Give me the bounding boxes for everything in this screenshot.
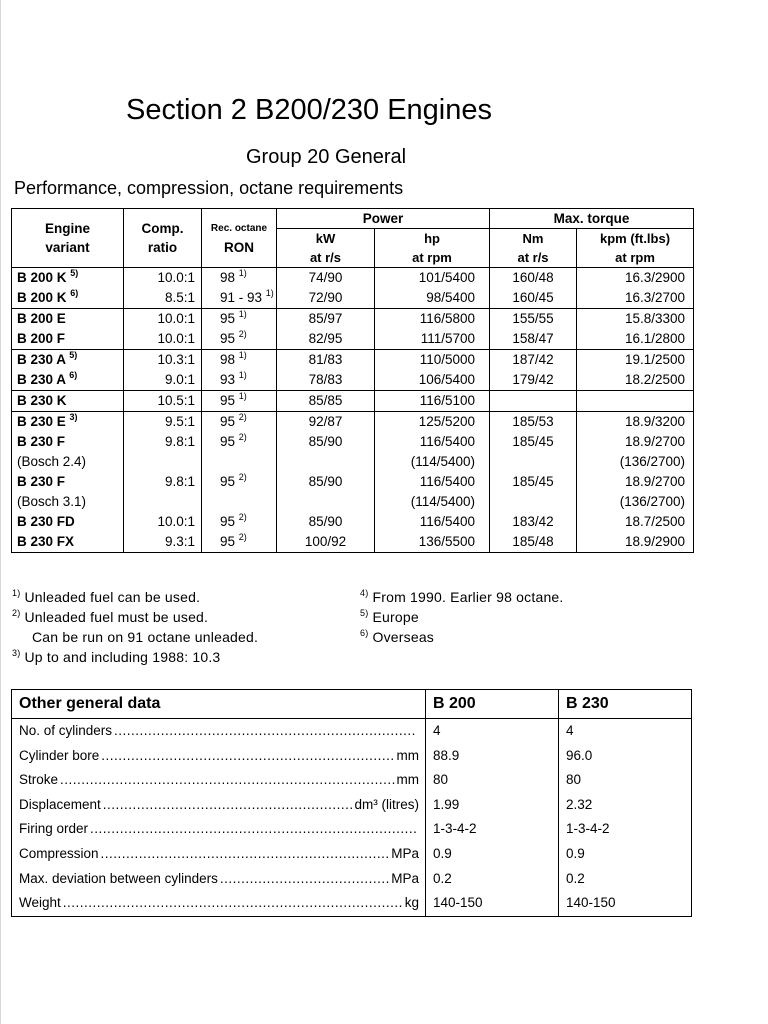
- nm-cell: 187/42: [490, 350, 577, 371]
- comp-ratio-cell: 10.0:1: [124, 512, 202, 532]
- footnote-6: $^{6)}$ Overseas: [360, 628, 435, 645]
- table-row: [12, 744, 692, 769]
- kw-cell: 92/87: [277, 412, 375, 433]
- footnote-2: $^{2)}$ Unleaded fuel must be used.: [12, 608, 209, 625]
- variant-footnote: 3): [69, 412, 78, 422]
- hp-cell: 116/5400: [375, 432, 490, 452]
- table-row: [12, 370, 694, 391]
- engine-variant-cell: B 200 K $^{5)}$: [12, 268, 124, 289]
- engine-variant-cell: B 230 K: [12, 391, 124, 412]
- octane-footnote: 2): [238, 329, 247, 339]
- kw-cell: 85/90: [277, 512, 375, 532]
- nm-cell: 183/42: [490, 512, 577, 532]
- page-edge: [0, 0, 1, 1024]
- nm-cell: 158/47: [490, 329, 577, 350]
- footnote-5: $^{5)}$ Europe: [360, 608, 419, 625]
- hp-cell: 101/5400: [375, 268, 490, 289]
- footnote-4: $^{4)}$ From 1990. Earlier 98 octane.: [360, 588, 564, 605]
- table-row: [12, 532, 694, 553]
- variant-footnote: 6): [69, 370, 78, 380]
- kw-cell: 81/83: [277, 350, 375, 371]
- octane-cell: 95 $^{2)}$: [202, 412, 277, 433]
- hp-cell: (114/5400): [375, 452, 490, 472]
- octane-cell: 95 $^{2)}$: [202, 532, 277, 553]
- kpm-cell: 18.9/2700: [577, 432, 694, 452]
- kpm-cell: (136/2700): [577, 492, 694, 512]
- b230-value-cell: 80: [559, 768, 692, 793]
- data-label-cell: Weight ..... kg: [12, 891, 426, 916]
- table-row: [12, 492, 694, 512]
- footnote-1: $^{1)}$ Unleaded fuel can be used.: [12, 588, 201, 605]
- hp-cell: 116/5800: [375, 309, 490, 330]
- b200-value-cell: 1-3-4-2: [426, 817, 559, 842]
- table-row: [12, 329, 694, 350]
- kpm-cell: 18.7/2500: [577, 512, 694, 532]
- comp-ratio-cell: 10.0:1: [124, 268, 202, 289]
- table-row: [12, 793, 692, 818]
- comp-ratio-cell: 10.0:1: [124, 309, 202, 330]
- comp-ratio-cell: 9.0:1: [124, 370, 202, 391]
- kw-cell: [277, 492, 375, 512]
- b230-value-cell: 0.2: [559, 867, 692, 892]
- table-row: [12, 817, 692, 842]
- performance-table: [11, 208, 694, 553]
- octane-cell: 95 $^{2)}$: [202, 512, 277, 532]
- engine-variant-cell: B 200 F: [12, 329, 124, 350]
- header-nm: Nm at r/s: [490, 229, 577, 268]
- header-engine-variant: Engine variant: [12, 209, 124, 268]
- hp-cell: 125/5200: [375, 412, 490, 433]
- nm-cell: [490, 391, 577, 412]
- b230-value-cell: 0.9: [559, 842, 692, 867]
- hp-cell: 116/5100: [375, 391, 490, 412]
- comp-ratio-cell: 9.3:1: [124, 532, 202, 553]
- b200-value-cell: 4: [426, 719, 559, 744]
- header-kw: kW at r/s: [277, 229, 375, 268]
- kw-cell: 85/90: [277, 432, 375, 452]
- table-row: [12, 452, 694, 472]
- engine-variant-cell: B 230 A $^{6)}$: [12, 370, 124, 391]
- comp-ratio-cell: 10.3:1: [124, 350, 202, 371]
- hp-cell: 116/5400: [375, 512, 490, 532]
- comp-ratio-cell: 10.5:1: [124, 391, 202, 412]
- b230-value-cell: 140-150: [559, 891, 692, 916]
- table-row: [12, 768, 692, 793]
- octane-cell: 95 $^{1)}$: [202, 309, 277, 330]
- nm-cell: 155/55: [490, 309, 577, 330]
- header-power: Power: [277, 209, 490, 229]
- octane-footnote: 1): [238, 350, 247, 360]
- octane-cell: 95 $^{2)}$: [202, 329, 277, 350]
- comp-ratio-cell: 9.8:1: [124, 472, 202, 492]
- page-title: Section 2 B200/230 Engines: [126, 94, 492, 126]
- kpm-cell: 18.9/2700: [577, 472, 694, 492]
- hp-cell: 106/5400: [375, 370, 490, 391]
- nm-cell: 185/53: [490, 412, 577, 433]
- octane-cell: 93 $^{1)}$: [202, 370, 277, 391]
- footnote-2-cont: Can be run on 91 octane unleaded.: [32, 629, 259, 645]
- octane-footnote: 1): [238, 309, 247, 319]
- data-label-cell: Max. deviation between cylinders ..... MPa: [12, 867, 426, 892]
- kpm-cell: 18.9/2900: [577, 532, 694, 553]
- engine-variant-cell: B 200 K $^{6)}$: [12, 288, 124, 309]
- header-b230: B 230: [559, 690, 692, 719]
- hp-cell: 136/5500: [375, 532, 490, 553]
- hp-cell: 110/5000: [375, 350, 490, 371]
- octane-footnote: 2): [238, 432, 247, 442]
- table-row: [12, 432, 694, 452]
- nm-cell: 160/48: [490, 268, 577, 289]
- octane-cell: 98 $^{1)}$: [202, 268, 277, 289]
- data-label-cell: Firing order .....: [12, 817, 426, 842]
- engine-variant-cell: B 230 FX: [12, 532, 124, 553]
- kw-cell: 82/95: [277, 329, 375, 350]
- variant-footnote: 5): [69, 350, 78, 360]
- b200-value-cell: 0.2: [426, 867, 559, 892]
- footnote-3: $^{3)}$ Up to and including 1988: 10.3: [12, 648, 221, 665]
- comp-ratio-cell: 10.0:1: [124, 329, 202, 350]
- octane-cell: [202, 452, 277, 472]
- kpm-cell: [577, 391, 694, 412]
- kw-cell: [277, 452, 375, 472]
- octane-cell: 91 - 93 $^{1)}$: [202, 288, 277, 309]
- engine-variant-cell: (Bosch 3.1): [12, 492, 124, 512]
- octane-footnote: 1): [265, 288, 274, 298]
- table-row: [12, 288, 694, 309]
- octane-cell: 95 $^{2)}$: [202, 432, 277, 452]
- kpm-cell: 16.3/2700: [577, 288, 694, 309]
- kw-cell: 85/97: [277, 309, 375, 330]
- engine-variant-cell: B 230 FD: [12, 512, 124, 532]
- kw-cell: 85/85: [277, 391, 375, 412]
- b230-value-cell: 4: [559, 719, 692, 744]
- octane-footnote: 1): [238, 370, 247, 380]
- table-row: [12, 842, 692, 867]
- octane-footnote: 2): [238, 532, 247, 542]
- variant-footnote: 5): [70, 268, 79, 278]
- kpm-cell: 19.1/2500: [577, 350, 694, 371]
- kpm-cell: 18.2/2500: [577, 370, 694, 391]
- data-label-cell: Cylinder bore ..... mm: [12, 744, 426, 769]
- nm-cell: [490, 452, 577, 472]
- header-hp: hp at rpm: [375, 229, 490, 268]
- octane-footnote: 2): [238, 412, 247, 422]
- octane-footnote: 2): [238, 472, 247, 482]
- nm-cell: 160/45: [490, 288, 577, 309]
- data-label-cell: Stroke ..... mm: [12, 768, 426, 793]
- nm-cell: 185/45: [490, 432, 577, 452]
- hp-cell: (114/5400): [375, 492, 490, 512]
- comp-ratio-cell: 9.5:1: [124, 412, 202, 433]
- variant-footnote: 6): [70, 288, 79, 298]
- section-heading: Performance, compression, octane requirements: [14, 178, 404, 198]
- data-label-cell: Displacement ..... dm³ (litres): [12, 793, 426, 818]
- nm-cell: [490, 492, 577, 512]
- octane-footnote: 1): [238, 391, 247, 401]
- table-row: [12, 309, 694, 330]
- hp-cell: 116/5400: [375, 472, 490, 492]
- octane-cell: 95 $^{2)}$: [202, 472, 277, 492]
- kpm-cell: 15.8/3300: [577, 309, 694, 330]
- kw-cell: 78/83: [277, 370, 375, 391]
- b200-value-cell: 0.9: [426, 842, 559, 867]
- table-row: [12, 350, 694, 371]
- octane-footnote: 2): [238, 512, 247, 522]
- comp-ratio-cell: 9.8:1: [124, 432, 202, 452]
- page-subtitle: Group 20 General: [246, 146, 407, 168]
- comp-ratio-cell: [124, 452, 202, 472]
- kpm-cell: 16.1/2800: [577, 329, 694, 350]
- engine-variant-cell: B 230 F: [12, 472, 124, 492]
- nm-cell: 185/48: [490, 532, 577, 553]
- b230-value-cell: 1-3-4-2: [559, 817, 692, 842]
- b200-value-cell: 140-150: [426, 891, 559, 916]
- table-row: [12, 412, 694, 433]
- b230-value-cell: 96.0: [559, 744, 692, 769]
- engine-variant-cell: (Bosch 2.4): [12, 452, 124, 472]
- comp-ratio-cell: [124, 492, 202, 512]
- header-comp-ratio: Comp. ratio: [124, 209, 202, 268]
- b230-value-cell: 2.32: [559, 793, 692, 818]
- kpm-cell: (136/2700): [577, 452, 694, 472]
- data-label-cell: No. of cylinders .....: [12, 719, 426, 744]
- hp-cell: 111/5700: [375, 329, 490, 350]
- kpm-cell: 16.3/2900: [577, 268, 694, 289]
- octane-cell: [202, 492, 277, 512]
- hp-cell: 98/5400: [375, 288, 490, 309]
- data-label-cell: Compression ..... MPa: [12, 842, 426, 867]
- header-kpm: kpm (ft.lbs) at rpm: [577, 229, 694, 268]
- nm-cell: 179/42: [490, 370, 577, 391]
- table-row: [12, 867, 692, 892]
- other-table-body: [12, 719, 692, 917]
- kw-cell: 85/90: [277, 472, 375, 492]
- kw-cell: 100/92: [277, 532, 375, 553]
- table-row: [12, 472, 694, 492]
- kw-cell: 72/90: [277, 288, 375, 309]
- octane-cell: 95 $^{1)}$: [202, 391, 277, 412]
- b200-value-cell: 88.9: [426, 744, 559, 769]
- other-general-data-table: [11, 689, 692, 917]
- table-row: [12, 512, 694, 532]
- kpm-cell: 18.9/3200: [577, 412, 694, 433]
- header-max-torque: Max. torque: [490, 209, 694, 229]
- header-octane: Rec. octane RON: [202, 209, 277, 268]
- engine-variant-cell: B 230 F: [12, 432, 124, 452]
- octane-cell: 98 $^{1)}$: [202, 350, 277, 371]
- header-b200: B 200: [426, 690, 559, 719]
- kw-cell: 74/90: [277, 268, 375, 289]
- b200-value-cell: 1.99: [426, 793, 559, 818]
- engine-variant-cell: B 200 E: [12, 309, 124, 330]
- engine-variant-cell: B 230 E $^{3)}$: [12, 412, 124, 433]
- octane-footnote: 1): [238, 268, 247, 278]
- performance-table-body: [12, 268, 694, 553]
- table-row: [12, 268, 694, 289]
- header-other-general-data: Other general data: [12, 690, 426, 719]
- table-row: [12, 391, 694, 412]
- table-row: [12, 719, 692, 744]
- b200-value-cell: 80: [426, 768, 559, 793]
- nm-cell: 185/45: [490, 472, 577, 492]
- comp-ratio-cell: 8.5:1: [124, 288, 202, 309]
- table-row: [12, 891, 692, 916]
- engine-variant-cell: B 230 A $^{5)}$: [12, 350, 124, 371]
